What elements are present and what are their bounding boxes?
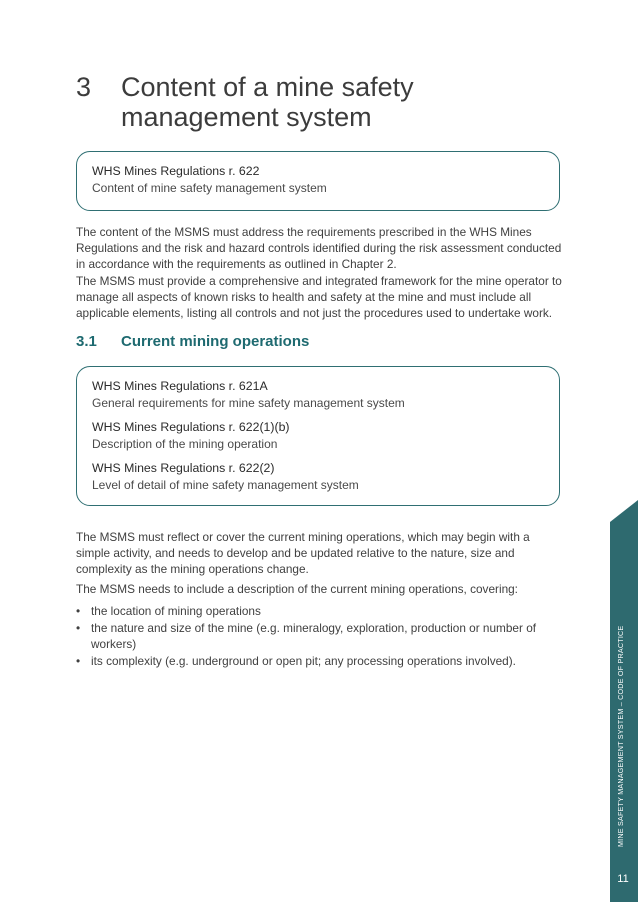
regulation-box-622 — [76, 151, 560, 211]
list-item — [76, 653, 556, 669]
regulation-description: Content of mine safety management system — [92, 181, 327, 195]
regulation-reference: WHS Mines Regulations r. 621A — [92, 379, 268, 393]
running-footer-label: MINE SAFETY MANAGEMENT SYSTEM – CODE OF PRACTICE — [616, 625, 625, 847]
list-item-text: the location of mining operations — [91, 604, 261, 618]
side-tab-notch — [610, 500, 638, 522]
section-number: 3.1 — [76, 333, 97, 350]
chapter-heading — [76, 72, 576, 132]
body-paragraph-1: The MSMS must reflect or cover the current mining operations, which may begin with a simple activity, and needs to develop and be updated relative to the nature, size and complexity as the mining operations change. — [76, 530, 530, 576]
section-heading — [76, 333, 476, 350]
operations-bullet-list — [76, 603, 556, 670]
bullet-icon: • — [76, 604, 81, 618]
regulation-reference: WHS Mines Regulations r. 622(2) — [92, 461, 275, 475]
bullet-icon: • — [76, 654, 81, 668]
list-item — [76, 603, 556, 619]
section-title: Current mining operations — [121, 333, 310, 350]
chapter-number: 3 — [76, 72, 92, 102]
regulation-description: General requirements for mine safety management system — [92, 396, 405, 410]
regulation-description: Description of the mining operation — [92, 437, 278, 451]
regulation-entry — [92, 378, 545, 412]
regulation-entry — [92, 460, 545, 494]
regulation-reference: WHS Mines Regulations r. 622(1)(b) — [92, 420, 290, 434]
regulation-box-current-operations — [76, 366, 560, 506]
bullet-icon: • — [76, 621, 81, 635]
list-item-text: its complexity (e.g. underground or open pit; any processing operations involved). — [91, 654, 516, 668]
regulation-reference: WHS Mines Regulations r. 622 — [92, 164, 260, 178]
intro-paragraph-2: The MSMS must provide a comprehensive and integrated framework for the mine operator to manage all aspects of known risks to health and safety at the mine and must include all applicable elements, listing all controls and not just the procedures used to undertake work. — [76, 274, 562, 320]
intro-paragraph-1: The content of the MSMS must address the requirements prescribed in the WHS Mines Regulations and the risk and hazard controls identified during the risk assessment conducted in accordance with the requirements as outlined in Chapter 2. — [76, 225, 562, 271]
regulation-description: Level of detail of mine safety management system — [92, 478, 359, 492]
page-number: 11 — [617, 873, 629, 885]
regulation-entry — [92, 419, 545, 453]
list-item — [76, 620, 556, 652]
list-item-text: the nature and size of the mine (e.g. mineralogy, exploration, production or number of workers) — [91, 621, 537, 651]
body-paragraph-2: The MSMS needs to include a description of the current mining operations, covering: — [76, 582, 518, 596]
regulation-entry — [92, 163, 545, 197]
chapter-title: Content of a mine safety management system — [121, 72, 414, 132]
